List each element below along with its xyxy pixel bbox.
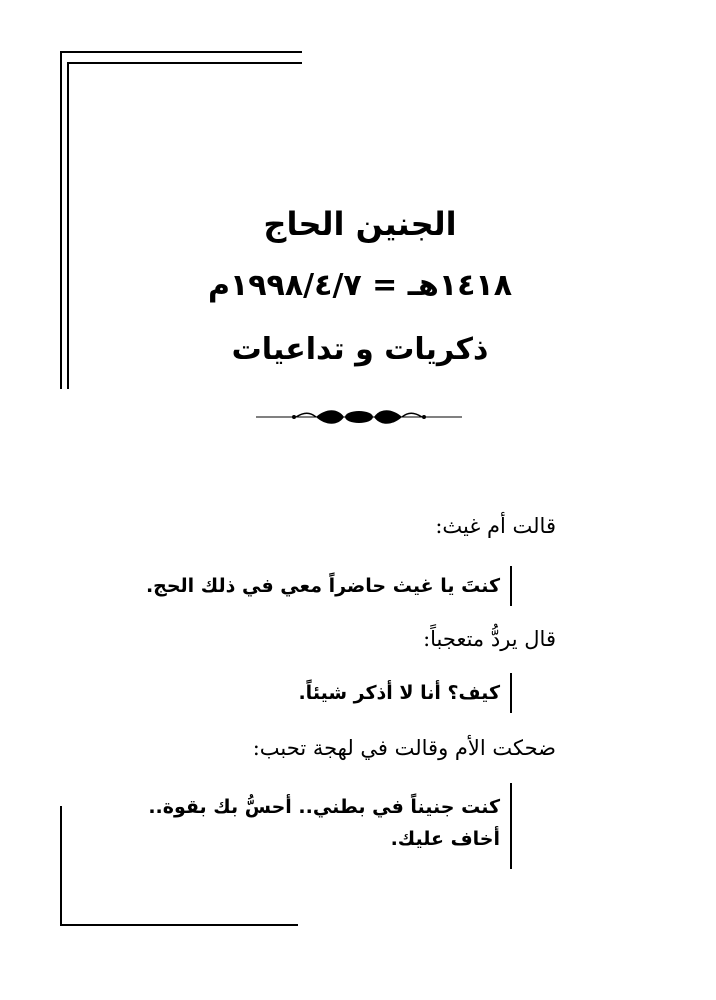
page-title: الجنين الحاج — [263, 205, 457, 243]
quote-line: كنتَ يا غيث حاضراً معي في ذلك الحج. — [145, 575, 500, 597]
quote-block-3 — [148, 783, 512, 869]
frame-top-inner-line — [67, 62, 302, 64]
speaker-line-1: قالت أم غيث: — [435, 514, 556, 538]
quote-line: كيف؟ أنا لا أذكر شيئاً. — [298, 682, 500, 704]
quote-block-1 — [146, 566, 512, 606]
quote-line: كنت جنيناً في بطني.. أحسُّ بك بقوة.. — [148, 796, 500, 818]
frame-top-outer-line — [60, 51, 302, 53]
speaker-line-2: قال يردُّ متعجباً: — [423, 627, 556, 651]
frame-left-inner-line — [67, 62, 69, 389]
title-subtitle: ذكريات و تداعيات — [231, 332, 489, 367]
title-date: ١٤١٨هـ = ١٩٩٨/٤/٧م — [207, 268, 513, 303]
ornament-divider-icon — [256, 404, 462, 430]
quote-block-2 — [298, 673, 512, 713]
frame-bottom-left-vertical-line — [60, 806, 62, 926]
frame-bottom-line — [60, 924, 298, 926]
quote-line: أخاف عليك. — [390, 828, 500, 850]
speaker-line-3: ضحكت الأم وقالت في لهجة تحبب: — [252, 736, 556, 760]
frame-left-outer-line — [60, 51, 62, 389]
